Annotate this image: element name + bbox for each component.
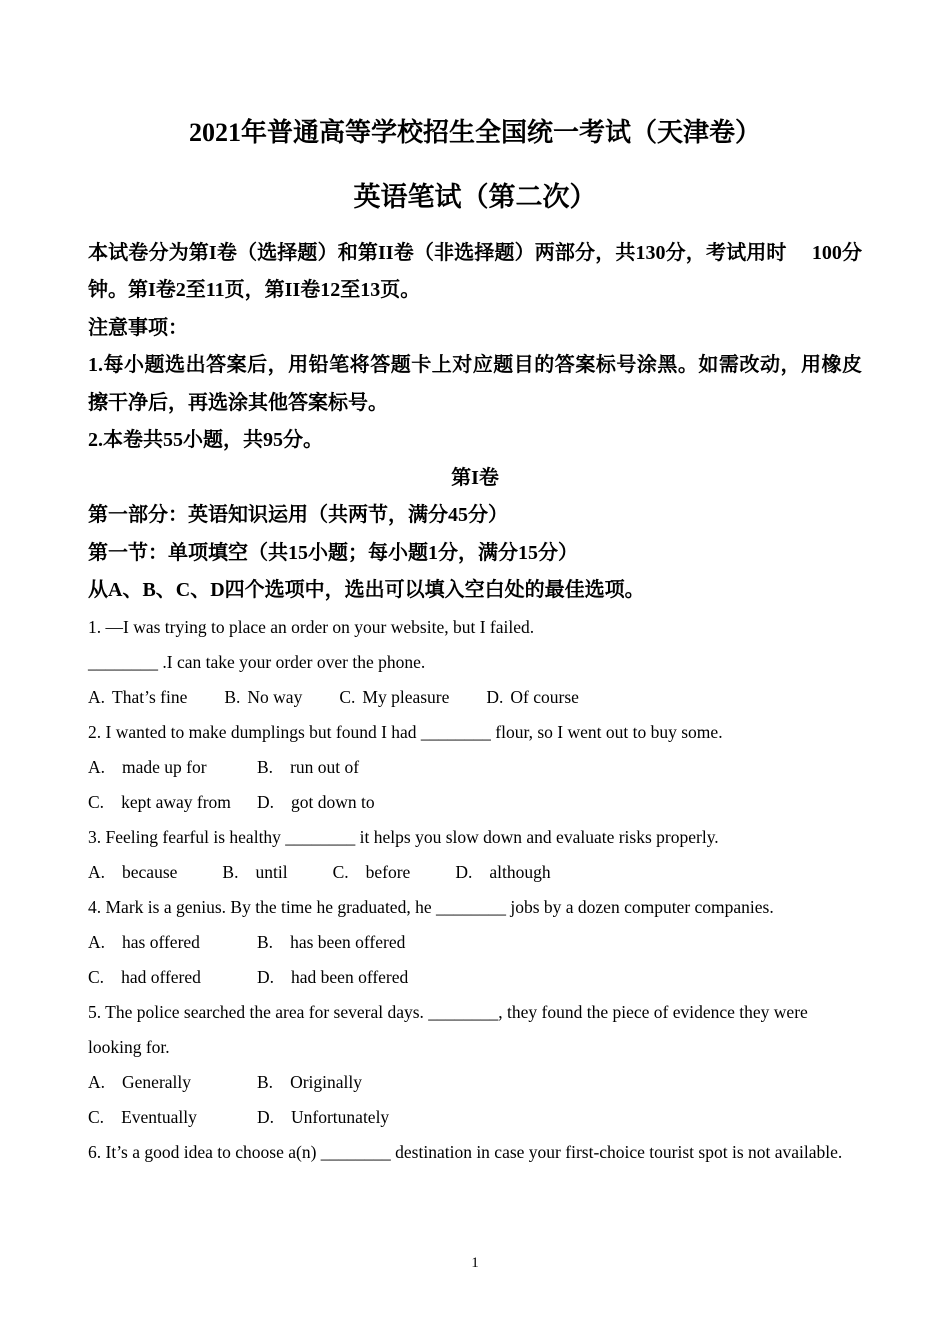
option-text: had offered: [121, 966, 201, 987]
question-3-stem: 3. Feeling fearful is healthy ________ it helps you slow down and evaluate risks properly.: [88, 826, 719, 847]
option-label: C.: [88, 1106, 105, 1127]
option-text: because: [122, 861, 178, 882]
question-2-options-row-2: [88, 785, 862, 820]
question-1-options-row: [88, 680, 862, 715]
option-text: My pleasure: [362, 686, 450, 707]
question-5-options-row-2: [88, 1100, 862, 1135]
option-b: [224, 680, 302, 715]
option-text: kept away from: [121, 791, 231, 812]
option-b: [222, 855, 287, 890]
option-c: [88, 960, 257, 995]
intro-paragraph: 本试卷分为第I卷（选择题）和第II卷（非选择题）两部分，共130分，考试用时 100分钟。第I卷2至11页，第II卷12至13页。: [88, 241, 862, 302]
option-label: A.: [88, 861, 106, 882]
option-text: made up for: [122, 756, 207, 777]
question-1-stem: 1. —I was trying to place an order on your website, but I failed.: [88, 616, 535, 637]
option-text: run out of: [290, 756, 360, 777]
option-text: has offered: [122, 931, 200, 952]
notice-item-2: 2.本卷共55小题，共95分。: [88, 429, 323, 452]
question-3: [88, 820, 862, 890]
question-3-options-row: [88, 855, 862, 890]
question-4: [88, 890, 862, 995]
option-b: [257, 1065, 362, 1100]
option-label: A.: [88, 756, 106, 777]
option-text: Unfortunately: [291, 1106, 390, 1127]
document-subtitle: 英语笔试（第二次）: [353, 181, 597, 212]
option-label: D.: [257, 1106, 275, 1127]
option-text: Generally: [122, 1071, 192, 1092]
option-text: got down to: [291, 791, 375, 812]
option-label: A.: [88, 931, 106, 952]
option-c: [88, 1100, 257, 1135]
option-b: [257, 750, 359, 785]
option-text: has been offered: [290, 931, 406, 952]
option-d: [455, 855, 550, 890]
option-label: B.: [222, 861, 239, 882]
option-a: [88, 1065, 257, 1100]
option-label: B.: [224, 686, 241, 707]
option-label: D.: [486, 686, 504, 707]
question-4-options-row-1: [88, 925, 862, 960]
question-2: [88, 715, 862, 820]
option-label: A.: [88, 686, 106, 707]
option-c: [339, 680, 449, 715]
document-title: 2021年普通高等学校招生全国统一考试（天津卷）: [188, 118, 761, 147]
option-label: B.: [257, 1071, 274, 1092]
option-text: until: [255, 861, 288, 882]
option-d: [257, 1100, 389, 1135]
option-label: C.: [88, 966, 105, 987]
option-a: [88, 750, 257, 785]
question-5-stem: 5. The police searched the area for several days. ________, they found the piece of evidence they were looking for.: [88, 1001, 808, 1057]
part-heading: 第I卷: [451, 466, 499, 489]
option-text: Originally: [290, 1071, 362, 1092]
subsection-heading: 第一节：单项填空（共15小题；每小题1分，满分15分）: [88, 541, 578, 564]
question-4-stem: 4. Mark is a genius. By the time he graduated, he ________ jobs by a dozen computer companies.: [88, 896, 774, 917]
question-6-stem: 6. It’s a good idea to choose a(n) ________ destination in case your first-choice tourist spot is not available.: [88, 1141, 843, 1162]
option-c: [333, 855, 411, 890]
option-label: C.: [88, 791, 105, 812]
question-1-stem-line2: ________ .I can take your order over the phone.: [88, 651, 426, 672]
option-label: A.: [88, 1071, 106, 1092]
option-c: [88, 785, 257, 820]
option-text: Of course: [510, 686, 579, 707]
question-4-options-row-2: [88, 960, 862, 995]
question-2-options-row-1: [88, 750, 862, 785]
option-text: before: [365, 861, 411, 882]
option-b: [257, 925, 405, 960]
option-a: [88, 925, 257, 960]
section-heading: 第一部分：英语知识运用（共两节，满分45分）: [88, 504, 508, 527]
option-text: That’s fine: [112, 686, 188, 707]
notice-heading: 注意事项：: [88, 316, 188, 339]
option-a: [88, 855, 177, 890]
option-d: [257, 960, 408, 995]
option-label: C.: [339, 686, 356, 707]
option-d: [257, 785, 375, 820]
page-number: 1: [471, 1255, 479, 1271]
notice-item-1: 1.每小题选出答案后，用铅笔将答题卡上对应题目的答案标号涂黑。如需改动，用橡皮擦干净后，再选涂其他答案标号。: [88, 354, 862, 414]
option-label: D.: [257, 791, 275, 812]
option-label: D.: [257, 966, 275, 987]
question-1: [88, 610, 862, 715]
option-a: [88, 680, 187, 715]
option-label: C.: [332, 861, 349, 882]
option-label: B.: [257, 756, 274, 777]
option-text: although: [489, 861, 551, 882]
question-2-stem: 2. I wanted to make dumplings but found I had ________ flour, so I went out to buy some.: [88, 721, 723, 742]
question-5-options-row-1: [88, 1065, 862, 1100]
option-label: B.: [257, 931, 274, 952]
option-text: had been offered: [291, 966, 409, 987]
option-text: No way: [247, 686, 303, 707]
question-5: [88, 995, 862, 1135]
question-6: [88, 1135, 862, 1170]
instruction-line: 从A、B、C、D四个选项中，选出可以填入空白处的最佳选项。: [88, 579, 645, 602]
option-label: D.: [455, 861, 473, 882]
option-d: [486, 680, 579, 715]
option-text: Eventually: [121, 1106, 197, 1127]
